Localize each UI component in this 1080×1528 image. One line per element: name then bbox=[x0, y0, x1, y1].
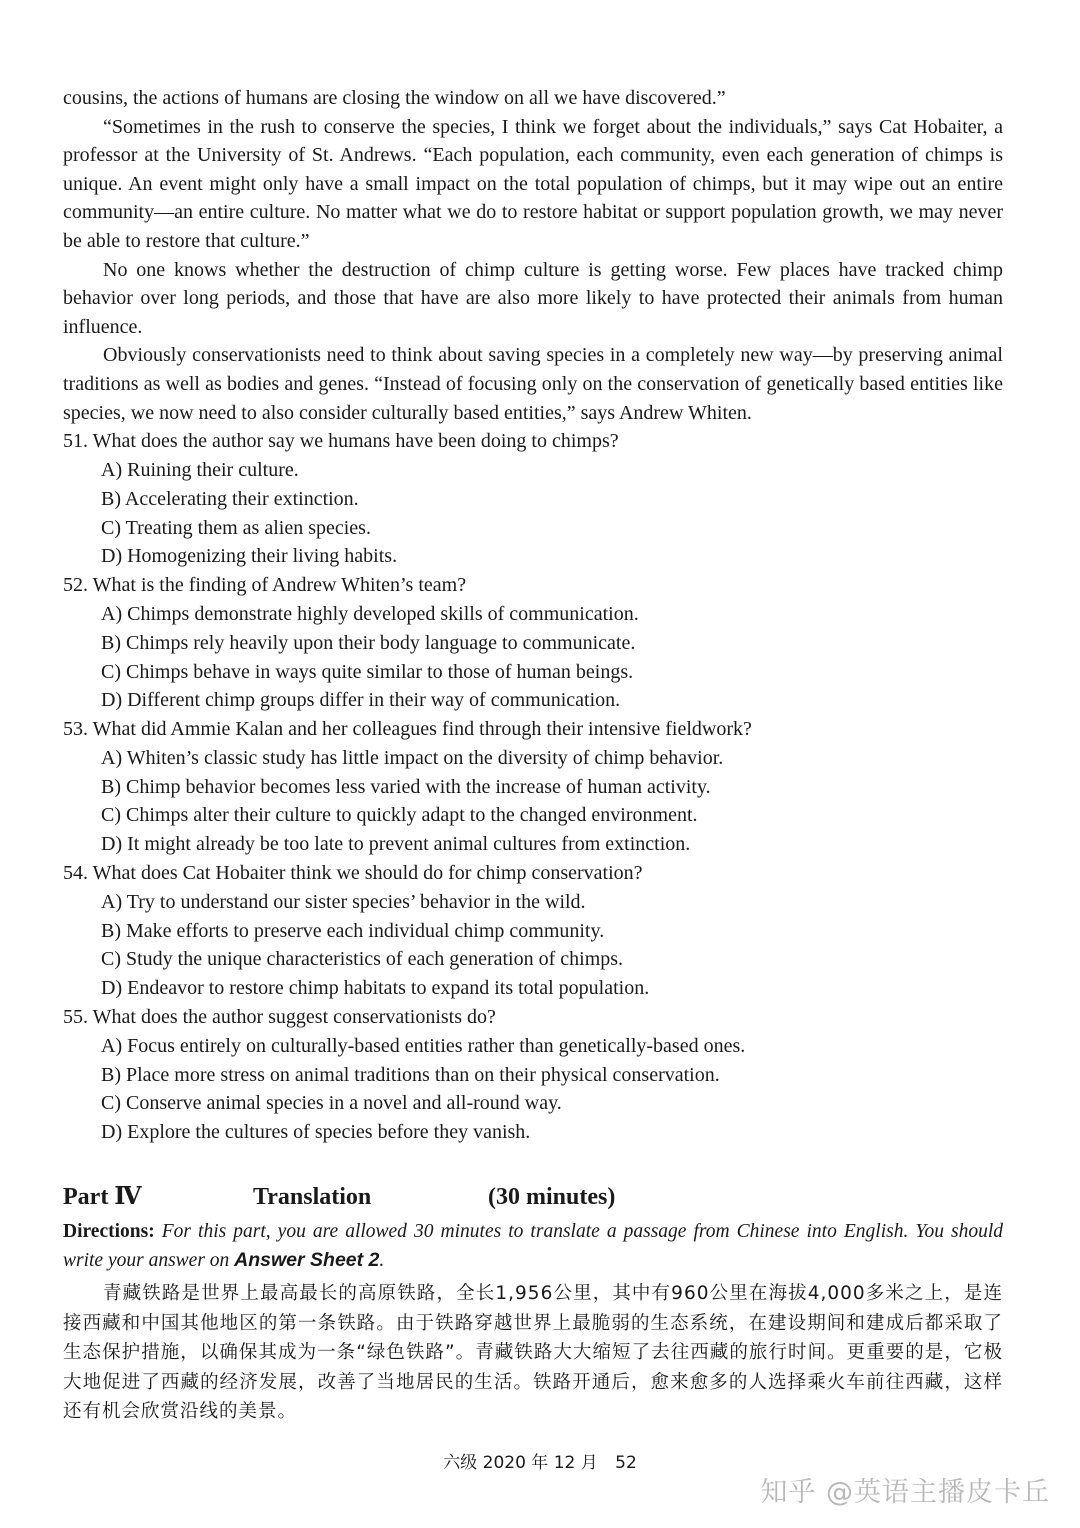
exam-page bbox=[63, 84, 1003, 1427]
part-title: Translation bbox=[253, 1184, 372, 1211]
question-stem: 55. What does the author suggest conservationists do? bbox=[63, 1006, 496, 1029]
answer-option-c: C) Chimps behave in ways quite similar to those of human beings. bbox=[101, 660, 634, 683]
question-53 bbox=[63, 715, 1003, 859]
answer-option-d: D) Homogenizing their living habits. bbox=[101, 545, 398, 568]
answer-option-d: D) Explore the cultures of species before they vanish. bbox=[101, 1121, 531, 1144]
directions-end: . bbox=[379, 1250, 385, 1272]
reading-passage bbox=[63, 84, 1003, 427]
answer-option-d: D) Different chimp groups differ in their way of communication. bbox=[101, 689, 621, 712]
answer-option-d: D) Endeavor to restore chimp habitats to expand its total population. bbox=[101, 977, 650, 1000]
answer-option-a: A) Ruining their culture. bbox=[101, 458, 299, 481]
answer-option-c: C) Conserve animal species in a novel and all-round way. bbox=[101, 1092, 562, 1115]
answer-option-c: C) Study the unique characteristics of each generation of chimps. bbox=[101, 948, 624, 971]
part-time: (30 minutes) bbox=[488, 1184, 616, 1211]
answer-option-b: B) Chimp behavior becomes less varied with the increase of human activity. bbox=[101, 775, 711, 798]
watermark: 知乎 @英语主播皮卡丘 bbox=[760, 1477, 1050, 1508]
answer-option-b: B) Accelerating their extinction. bbox=[101, 487, 359, 510]
directions-text: For this part, you are allowed 30 minutes to translate a passage from Chinese into English. You should write your answer on bbox=[63, 1221, 1003, 1272]
question-list bbox=[63, 427, 1003, 1147]
translation-passage: 青藏铁路是世界上最高最长的高原铁路，全长1,956公里，其中有960公里在海拔4,000多米之上，是连接西藏和中国其他地区的第一条铁路。由于铁路穿越世界上最脆弱的生态系统，在建设期间和建成后都采取了生态保护措施，以确保其成为一条“绿色铁路”。青藏铁路大大缩短了去往西藏的旅行时间。更重要的是，它极大地促进了西藏的经济发展，改善了当地居民的生活。铁路开通后，愈来愈多的人选择乘火车前往西藏，这样还有机会欣赏沿线的美景。 bbox=[63, 1283, 1003, 1423]
answer-sheet-label: Answer Sheet 2 bbox=[234, 1249, 380, 1272]
question-54 bbox=[63, 859, 1003, 1003]
passage-paragraph-1: cousins, the actions of humans are closing the window on all we have discovered.” bbox=[63, 87, 726, 109]
passage-paragraph-3: No one knows whether the destruction of chimp culture is getting worse. Few places have tracked chimp behavior over long periods, and those that have are also more likely to have protected their animals from human influence. bbox=[63, 258, 1003, 338]
question-stem: 54. What does Cat Hobaiter think we should do for chimp conservation? bbox=[63, 862, 643, 885]
passage-paragraph-4: Obviously conservationists need to think about saving species in a completely new way—by preserving animal traditions as well as bodies and genes. “Instead of focusing only on the conservation of genetically based entities like species, we now need to also consider culturally based entities,” says Andrew Whiten. bbox=[63, 344, 1003, 424]
answer-option-c: C) Chimps alter their culture to quickly adapt to the changed environment. bbox=[101, 804, 698, 827]
answer-option-b: B) Chimps rely heavily upon their body language to communicate. bbox=[101, 631, 636, 654]
exam-label: 六级 2020 年 12 月 bbox=[443, 1453, 598, 1473]
directions-label: Directions: bbox=[63, 1221, 155, 1243]
part-label: Part Ⅳ bbox=[63, 1184, 142, 1211]
answer-option-b: B) Make efforts to preserve each individual chimp community. bbox=[101, 919, 605, 942]
answer-option-c: C) Treating them as alien species. bbox=[101, 516, 371, 539]
answer-option-a: A) Chimps demonstrate highly developed skills of communication. bbox=[101, 602, 639, 625]
part-header bbox=[63, 1181, 1003, 1213]
question-stem: 51. What does the author say we humans have been doing to chimps? bbox=[63, 430, 619, 453]
answer-option-b: B) Place more stress on animal traditions than on their physical conservation. bbox=[101, 1063, 720, 1086]
question-52 bbox=[63, 571, 1003, 715]
answer-option-a: A) Focus entirely on culturally-based entities rather than genetically-based ones. bbox=[101, 1034, 746, 1057]
question-51 bbox=[63, 427, 1003, 571]
directions bbox=[63, 1217, 1003, 1275]
answer-option-a: A) Try to understand our sister species’ behavior in the wild. bbox=[101, 890, 586, 913]
question-stem: 52. What is the finding of Andrew Whiten’s team? bbox=[63, 574, 467, 597]
page-number: 52 bbox=[615, 1453, 637, 1473]
question-stem: 53. What did Ammie Kalan and her colleagues find through their intensive fieldwork? bbox=[63, 718, 752, 741]
answer-option-a: A) Whiten’s classic study has little impact on the diversity of chimp behavior. bbox=[101, 746, 724, 769]
answer-option-d: D) It might already be too late to prevent animal cultures from extinction. bbox=[101, 833, 691, 856]
passage-paragraph-2: “Sometimes in the rush to conserve the species, I think we forget about the individuals,” says Cat Hobaiter, a professor at the University of St. Andrews. “Each population, each community, even each generation of chimps is unique. An event might only have a small impact on the total population of chimps, but it may wipe out an entire community—an entire culture. No matter what we do to restore habitat or support population growth, we may never be able to restore that culture.” bbox=[63, 115, 1003, 252]
question-55 bbox=[63, 1003, 1003, 1147]
